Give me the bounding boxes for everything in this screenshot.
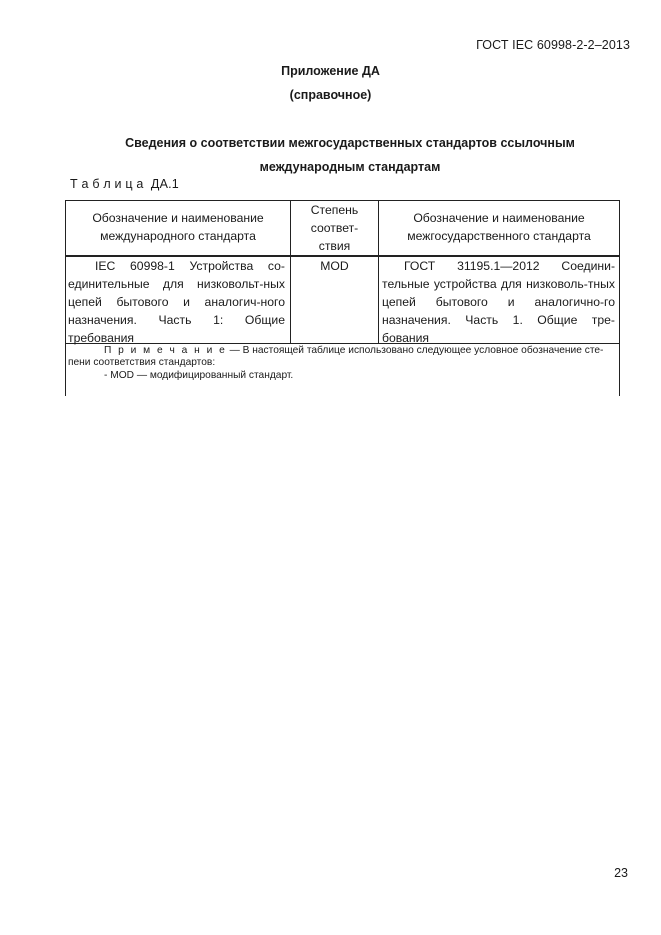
page-number: 23 xyxy=(614,866,628,880)
note-item: - MOD — модифицированный стандарт. xyxy=(104,369,294,381)
table-label: Т а б л и ц а ДА.1 xyxy=(70,177,179,191)
table-note xyxy=(68,345,616,382)
section-title xyxy=(40,131,660,179)
appendix-subtitle: (справочное) xyxy=(289,88,372,102)
header-degree-of-correspondence: Степень соответ- ствия xyxy=(310,203,359,253)
cell-interstate-standard: ГОСТ 31195.1—2012 Соедини-тельные устройства для низковоль-тных цепей бытового и аналогично-го назначения. Часть 1. Общие тре-бования xyxy=(382,259,615,345)
cell-degree: MOD xyxy=(320,259,349,273)
note-text-1: — В настоящей таблице использовано следующее условное обозначение сте- xyxy=(226,345,604,356)
section-title-line-2: международным стандартам xyxy=(259,160,441,174)
header-interstate-standard: Обозначение и наименование межгосударственного стандарта xyxy=(407,211,591,243)
cell-international-standard: IEC 60998-1 Устройства со-единительные для низковольт-ных цепей бытового и аналогич-ного назначения. Часть 1: Общие требования xyxy=(68,259,285,345)
section-title-line-1: Сведения о соответствии межгосударственных стандартов ссылочным xyxy=(125,136,575,150)
appendix-title: Приложение ДА xyxy=(281,64,380,78)
note-text-2: пени соответствия стандартов: xyxy=(68,357,216,369)
table-right-border xyxy=(619,200,620,396)
correspondence-table xyxy=(65,200,620,396)
document-code: ГОСТ IEC 60998-2-2–2013 xyxy=(476,38,630,52)
note-label: П р и м е ч а н и е xyxy=(104,345,227,356)
header-international-standard: Обозначение и наименование международного стандарта xyxy=(92,211,264,243)
table-left-border xyxy=(65,200,66,396)
